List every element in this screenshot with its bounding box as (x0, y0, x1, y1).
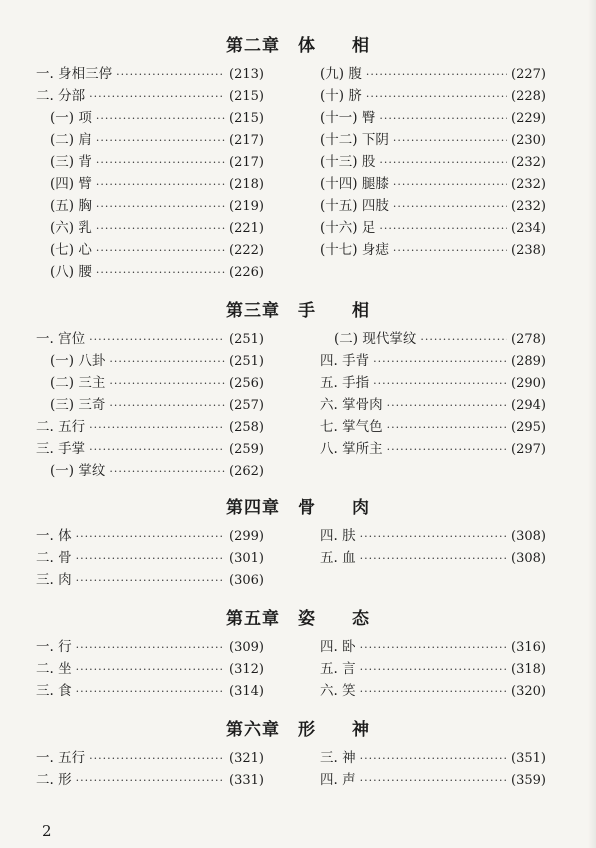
toc-entry-page: (262) (229, 464, 264, 479)
toc-entry[interactable] (36, 569, 264, 591)
toc-entry-page: (251) (229, 332, 264, 347)
toc-column-right (320, 636, 546, 702)
toc-entry-page: (229) (511, 111, 546, 126)
toc-entry[interactable] (320, 328, 546, 350)
toc-entry-label: 三. 食 (36, 683, 72, 699)
dot-leader (373, 351, 507, 373)
toc-entry[interactable] (320, 151, 546, 173)
toc-entry-page: (217) (229, 155, 264, 170)
toc-entry-page: (221) (229, 221, 264, 236)
dot-leader (89, 748, 225, 770)
toc-entry[interactable] (320, 747, 546, 769)
dot-leader (360, 659, 507, 681)
dot-leader (360, 526, 507, 548)
toc-column-right (320, 747, 546, 791)
toc-entry-page: (299) (229, 529, 264, 544)
chapter-title: 第五章 姿 态 (226, 609, 370, 629)
toc-entry-page: (301) (229, 551, 264, 566)
toc-column-left (36, 63, 264, 283)
toc-column-left (36, 636, 264, 702)
toc-entry-page: (251) (229, 354, 264, 369)
toc-entry[interactable] (320, 350, 546, 372)
toc-entry-label: 四. 卧 (320, 639, 356, 655)
toc-entry-page: (320) (511, 684, 546, 699)
toc-entry[interactable] (36, 658, 264, 680)
toc-entry-label: 五. 血 (320, 550, 356, 566)
toc-entry[interactable] (36, 328, 264, 350)
dot-leader (89, 439, 225, 461)
toc-entry-label: (十二) 下阴 (320, 132, 389, 148)
dot-leader (96, 130, 225, 152)
toc-entry[interactable] (320, 173, 546, 195)
toc-entry-page: (218) (229, 177, 264, 192)
dot-leader (96, 218, 225, 240)
toc-entry[interactable] (320, 239, 546, 261)
toc-entry-page: (297) (511, 442, 546, 457)
toc-entry[interactable] (36, 63, 264, 85)
chapter-title: 第二章 体 相 (226, 36, 370, 56)
toc-entry[interactable] (36, 372, 264, 394)
toc-entry[interactable] (36, 217, 264, 239)
dot-leader (76, 637, 225, 659)
dot-leader (379, 218, 507, 240)
toc-entry-label: 六. 掌骨肉 (320, 397, 383, 413)
toc-entry-label: 二. 五行 (36, 419, 86, 435)
toc-entry-page: (217) (229, 133, 264, 148)
toc-column-right (320, 328, 546, 460)
toc-entry[interactable] (36, 85, 264, 107)
toc-entry-label: (十三) 股 (320, 154, 376, 170)
toc-entry-page: (278) (511, 332, 546, 347)
toc-entry-page: (232) (511, 155, 546, 170)
dot-leader (387, 395, 507, 417)
toc-entry-page: (316) (511, 640, 546, 655)
dot-leader (373, 373, 507, 395)
toc-entry[interactable] (320, 217, 546, 239)
toc-entry-label: (八) 腰 (50, 264, 92, 280)
scan-edge-shadow (588, 0, 596, 848)
toc-entry[interactable] (36, 680, 264, 702)
toc-entry-label: (七) 心 (50, 242, 92, 258)
toc-entry[interactable] (320, 769, 546, 791)
dot-leader (89, 329, 225, 351)
toc-entry-page: (318) (511, 662, 546, 677)
dot-leader (379, 108, 507, 130)
dot-leader (76, 570, 225, 592)
toc-entry-page: (359) (511, 773, 546, 788)
toc-entry[interactable] (36, 547, 264, 569)
toc-column-right (320, 525, 546, 569)
toc-column-left (36, 328, 264, 482)
toc-entry[interactable] (36, 107, 264, 129)
dot-leader (96, 174, 225, 196)
toc-entry[interactable] (36, 636, 264, 658)
chapter-section (0, 34, 596, 280)
toc-entry-page: (232) (511, 177, 546, 192)
toc-entry-page: (306) (229, 573, 264, 588)
toc-entry-label: 二. 形 (36, 772, 72, 788)
toc-entry-label: (三) 背 (50, 154, 92, 170)
dot-leader (96, 196, 225, 218)
toc-entry[interactable] (320, 636, 546, 658)
toc-entry-label: (五) 胸 (50, 198, 92, 214)
toc-entry-page: (230) (511, 133, 546, 148)
toc-entry-label: (一) 八卦 (50, 353, 106, 369)
toc-entry-label: (四) 臂 (50, 176, 92, 192)
toc-entry[interactable] (36, 151, 264, 173)
dot-leader (76, 526, 225, 548)
toc-entry[interactable] (320, 525, 546, 547)
dot-leader (360, 681, 507, 703)
toc-entry-label: 一. 宫位 (36, 331, 86, 347)
toc-entry[interactable] (320, 85, 546, 107)
dot-leader (366, 86, 507, 108)
toc-entry-page: (289) (511, 354, 546, 369)
toc-entry[interactable] (36, 747, 264, 769)
toc-entry-label: (一) 掌纹 (50, 463, 106, 479)
toc-entry[interactable] (36, 261, 264, 283)
toc-entry[interactable] (320, 372, 546, 394)
dot-leader (96, 240, 225, 262)
toc-column-left (36, 747, 264, 791)
dot-leader (360, 748, 507, 770)
toc-entry[interactable] (320, 63, 546, 85)
toc-entry-page: (312) (229, 662, 264, 677)
toc-entry-label: 三. 神 (320, 750, 356, 766)
toc-entry-label: 七. 掌气色 (320, 419, 383, 435)
toc-entry-page: (215) (229, 89, 264, 104)
dot-leader (76, 770, 225, 792)
toc-entry-label: 一. 身相三停 (36, 66, 113, 82)
dot-leader (89, 417, 225, 439)
toc-entry-page: (258) (229, 420, 264, 435)
toc-entry[interactable] (36, 195, 264, 217)
dot-leader (96, 152, 225, 174)
toc-entry-page: (331) (229, 773, 264, 788)
toc-entry-page: (308) (511, 529, 546, 544)
toc-entry[interactable] (36, 239, 264, 261)
dot-leader (109, 351, 225, 373)
toc-entry-label: (九) 腹 (320, 66, 362, 82)
toc-entry-page: (227) (511, 67, 546, 82)
toc-entry-label: (六) 乳 (50, 220, 92, 236)
toc-entry-label: 四. 声 (320, 772, 356, 788)
toc-entry-page: (308) (511, 551, 546, 566)
toc-entry-page: (314) (229, 684, 264, 699)
toc-entry[interactable] (36, 129, 264, 151)
toc-entry[interactable] (320, 680, 546, 702)
toc-entry-page: (228) (511, 89, 546, 104)
toc-entry-label: 五. 手指 (320, 375, 370, 391)
toc-entry-label: 四. 手背 (320, 353, 370, 369)
toc-entry[interactable] (320, 195, 546, 217)
toc-entry-page: (321) (229, 751, 264, 766)
dot-leader (116, 64, 225, 86)
toc-entry-page: (213) (229, 67, 264, 82)
toc-entry-label: 三. 肉 (36, 572, 72, 588)
dot-leader (420, 329, 507, 351)
dot-leader (393, 240, 507, 262)
dot-leader (393, 174, 507, 196)
toc-entry-label: 一. 行 (36, 639, 72, 655)
dot-leader (379, 152, 507, 174)
dot-leader (360, 548, 507, 570)
toc-entry-label: (三) 三奇 (50, 397, 106, 413)
toc-entry[interactable] (36, 173, 264, 195)
chapter-section (0, 299, 596, 479)
page-number: 2 (42, 822, 52, 840)
toc-entry[interactable] (320, 547, 546, 569)
toc-column-left (36, 525, 264, 591)
toc-entry-page: (295) (511, 420, 546, 435)
toc-entry[interactable] (320, 394, 546, 416)
chapter-title: 第六章 形 神 (226, 720, 370, 740)
toc-entry[interactable] (36, 416, 264, 438)
dot-leader (366, 64, 507, 86)
chapter-title: 第四章 骨 肉 (226, 498, 370, 518)
toc-entry-label: (二) 现代掌纹 (334, 331, 417, 347)
dot-leader (96, 108, 225, 130)
toc-entry-label: 一. 五行 (36, 750, 86, 766)
toc-entry-label: (二) 肩 (50, 132, 92, 148)
toc-entry-label: 五. 言 (320, 661, 356, 677)
chapter-section (0, 496, 596, 588)
toc-entry-label: 二. 分部 (36, 88, 86, 104)
dot-leader (393, 130, 507, 152)
toc-entry-page: (259) (229, 442, 264, 457)
toc-entry-page: (232) (511, 199, 546, 214)
dot-leader (360, 637, 507, 659)
toc-entry-page: (351) (511, 751, 546, 766)
toc-entry-label: 六. 笑 (320, 683, 356, 699)
toc-entry-label: 八. 掌所主 (320, 441, 383, 457)
toc-entry-label: 三. 手掌 (36, 441, 86, 457)
toc-entry[interactable] (320, 107, 546, 129)
toc-entry-label: 一. 体 (36, 528, 72, 544)
toc-entry-page: (290) (511, 376, 546, 391)
dot-leader (96, 262, 225, 284)
toc-entry[interactable] (36, 769, 264, 791)
toc-entry-label: (十一) 臀 (320, 110, 376, 126)
dot-leader (109, 373, 225, 395)
toc-entry-label: (一) 项 (50, 110, 92, 126)
dot-leader (109, 395, 225, 417)
dot-leader (89, 86, 225, 108)
chapter-title: 第三章 手 相 (226, 301, 370, 321)
toc-entry-page: (256) (229, 376, 264, 391)
toc-entry[interactable] (320, 658, 546, 680)
toc-entry-label: 二. 坐 (36, 661, 72, 677)
dot-leader (393, 196, 507, 218)
toc-entry[interactable] (320, 438, 546, 460)
chapter-section (0, 718, 596, 788)
toc-entry-page: (226) (229, 265, 264, 280)
toc-entry-page: (238) (511, 243, 546, 258)
toc-entry-label: (十) 脐 (320, 88, 362, 104)
dot-leader (109, 461, 225, 483)
dot-leader (387, 417, 507, 439)
chapter-section (0, 607, 596, 699)
toc-entry[interactable] (36, 394, 264, 416)
toc-entry-label: (十七) 身痣 (320, 242, 389, 258)
toc-entry-page: (219) (229, 199, 264, 214)
toc-entry-page: (309) (229, 640, 264, 655)
toc-entry-page: (257) (229, 398, 264, 413)
dot-leader (360, 770, 507, 792)
toc-entry[interactable] (320, 416, 546, 438)
toc-entry-page: (215) (229, 111, 264, 126)
toc-entry[interactable] (36, 525, 264, 547)
toc-entry-label: 四. 肤 (320, 528, 356, 544)
toc-entry-label: (十四) 腿膝 (320, 176, 389, 192)
toc-entry-label: (十六) 足 (320, 220, 376, 236)
toc-entry[interactable] (36, 350, 264, 372)
toc-entry-label: (二) 三主 (50, 375, 106, 391)
toc-entry[interactable] (36, 460, 264, 482)
toc-entry[interactable] (36, 438, 264, 460)
dot-leader (76, 681, 225, 703)
dot-leader (76, 548, 225, 570)
toc-entry-label: (十五) 四肢 (320, 198, 389, 214)
toc-entry-page: (294) (511, 398, 546, 413)
toc-entry-page: (234) (511, 221, 546, 236)
toc-entry-page: (222) (229, 243, 264, 258)
dot-leader (387, 439, 507, 461)
dot-leader (76, 659, 225, 681)
toc-entry[interactable] (320, 129, 546, 151)
toc-entry-label: 二. 骨 (36, 550, 72, 566)
toc-column-right (320, 63, 546, 261)
